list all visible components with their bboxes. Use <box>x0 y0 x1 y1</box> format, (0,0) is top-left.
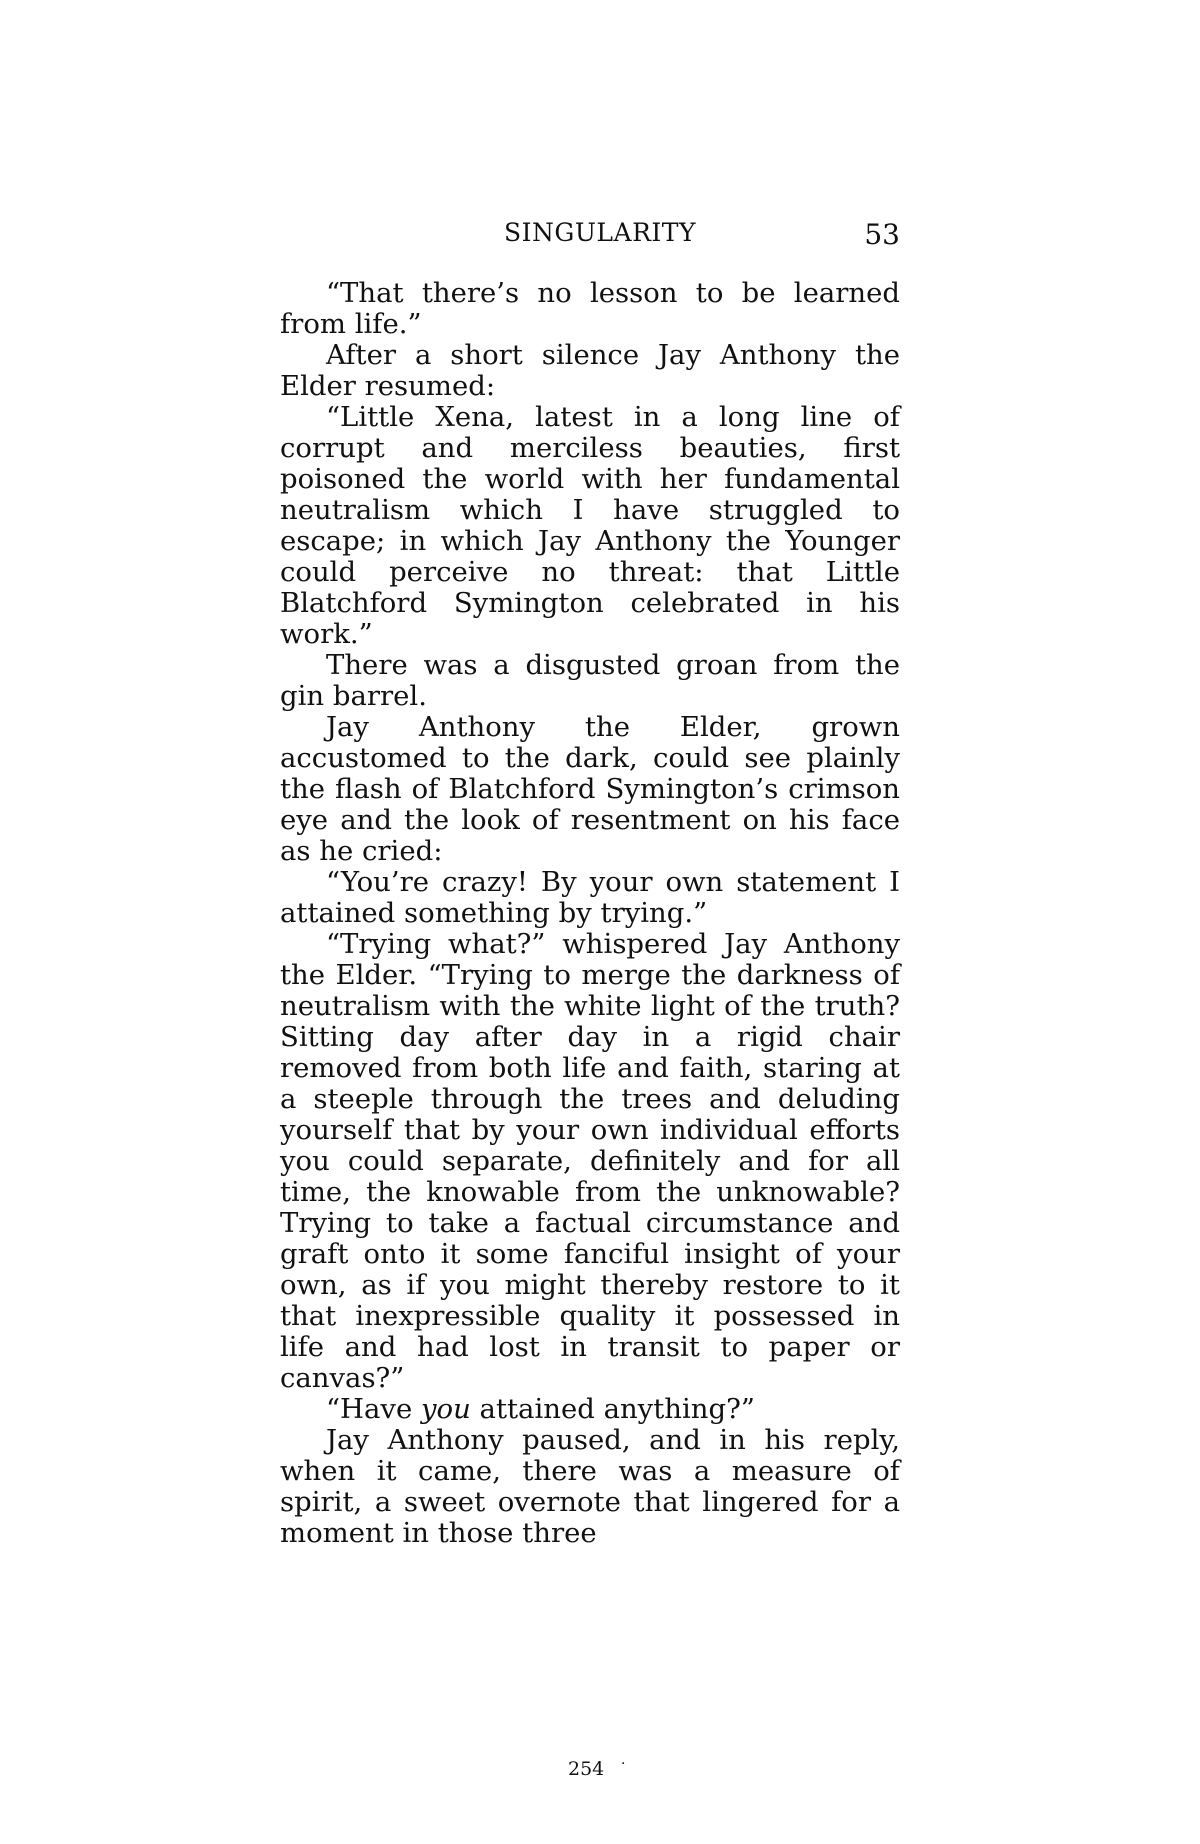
italic-emphasis: you <box>421 1393 471 1425</box>
stray-mark: · <box>621 1756 626 1772</box>
page-number: 53 <box>864 218 900 251</box>
paragraph-have-you <box>280 1394 900 1425</box>
paragraph: “Trying what?” whispered Jay Anthony the Elder. “Trying to merge the darkness of neutralism with the white light of the truth? Sitting day after day in a rigid chair removed from both life and faith, staring at a steeple through the trees and deluding yourself that by your own individual efforts you could separate, definitely and for all time, the knowable from the unknowable? Trying to take a factual circumstance and graft onto it some fanciful insight of your own, as if you might thereby restore to it that inexpressible quality it possessed in life and had lost in transit to paper or canvas?” <box>280 928 900 1394</box>
folio-number: 254 <box>568 1758 605 1780</box>
paragraph: “You’re crazy! By your own statement I attained something by trying.” <box>280 866 900 929</box>
paragraph-text: “Have <box>326 1393 421 1425</box>
paragraph: “That there’s no lesson to be learned from life.” <box>280 277 900 340</box>
paragraph: Jay Anthony paused, and in his reply, when it came, there was a measure of spirit, a sweet overnote that lingered for a moment in those three <box>280 1424 900 1549</box>
running-title: SINGULARITY <box>504 218 696 247</box>
paragraph: There was a disgusted groan from the gin barrel. <box>280 649 900 712</box>
paragraph: “Little Xena, latest in a long line of corrupt and merciless beauties, first poisoned the world with her fundamental neutralism which I have struggled to escape; in which Jay Anthony the Younger could perceive no threat: that Little Blatchford Symington celebrated in his work.” <box>280 401 900 650</box>
paragraph: After a short silence Jay Anthony the Elder resumed: <box>280 339 900 402</box>
paragraph-text: attained anything?” <box>470 1393 755 1425</box>
body-text <box>280 278 900 1549</box>
paragraph: Jay Anthony the Elder, grown accustomed to the dark, could see plainly the flash of Blatchford Symington’s crimson eye and the look of resentment on his face as he cried: <box>280 711 900 867</box>
running-head <box>280 218 900 258</box>
